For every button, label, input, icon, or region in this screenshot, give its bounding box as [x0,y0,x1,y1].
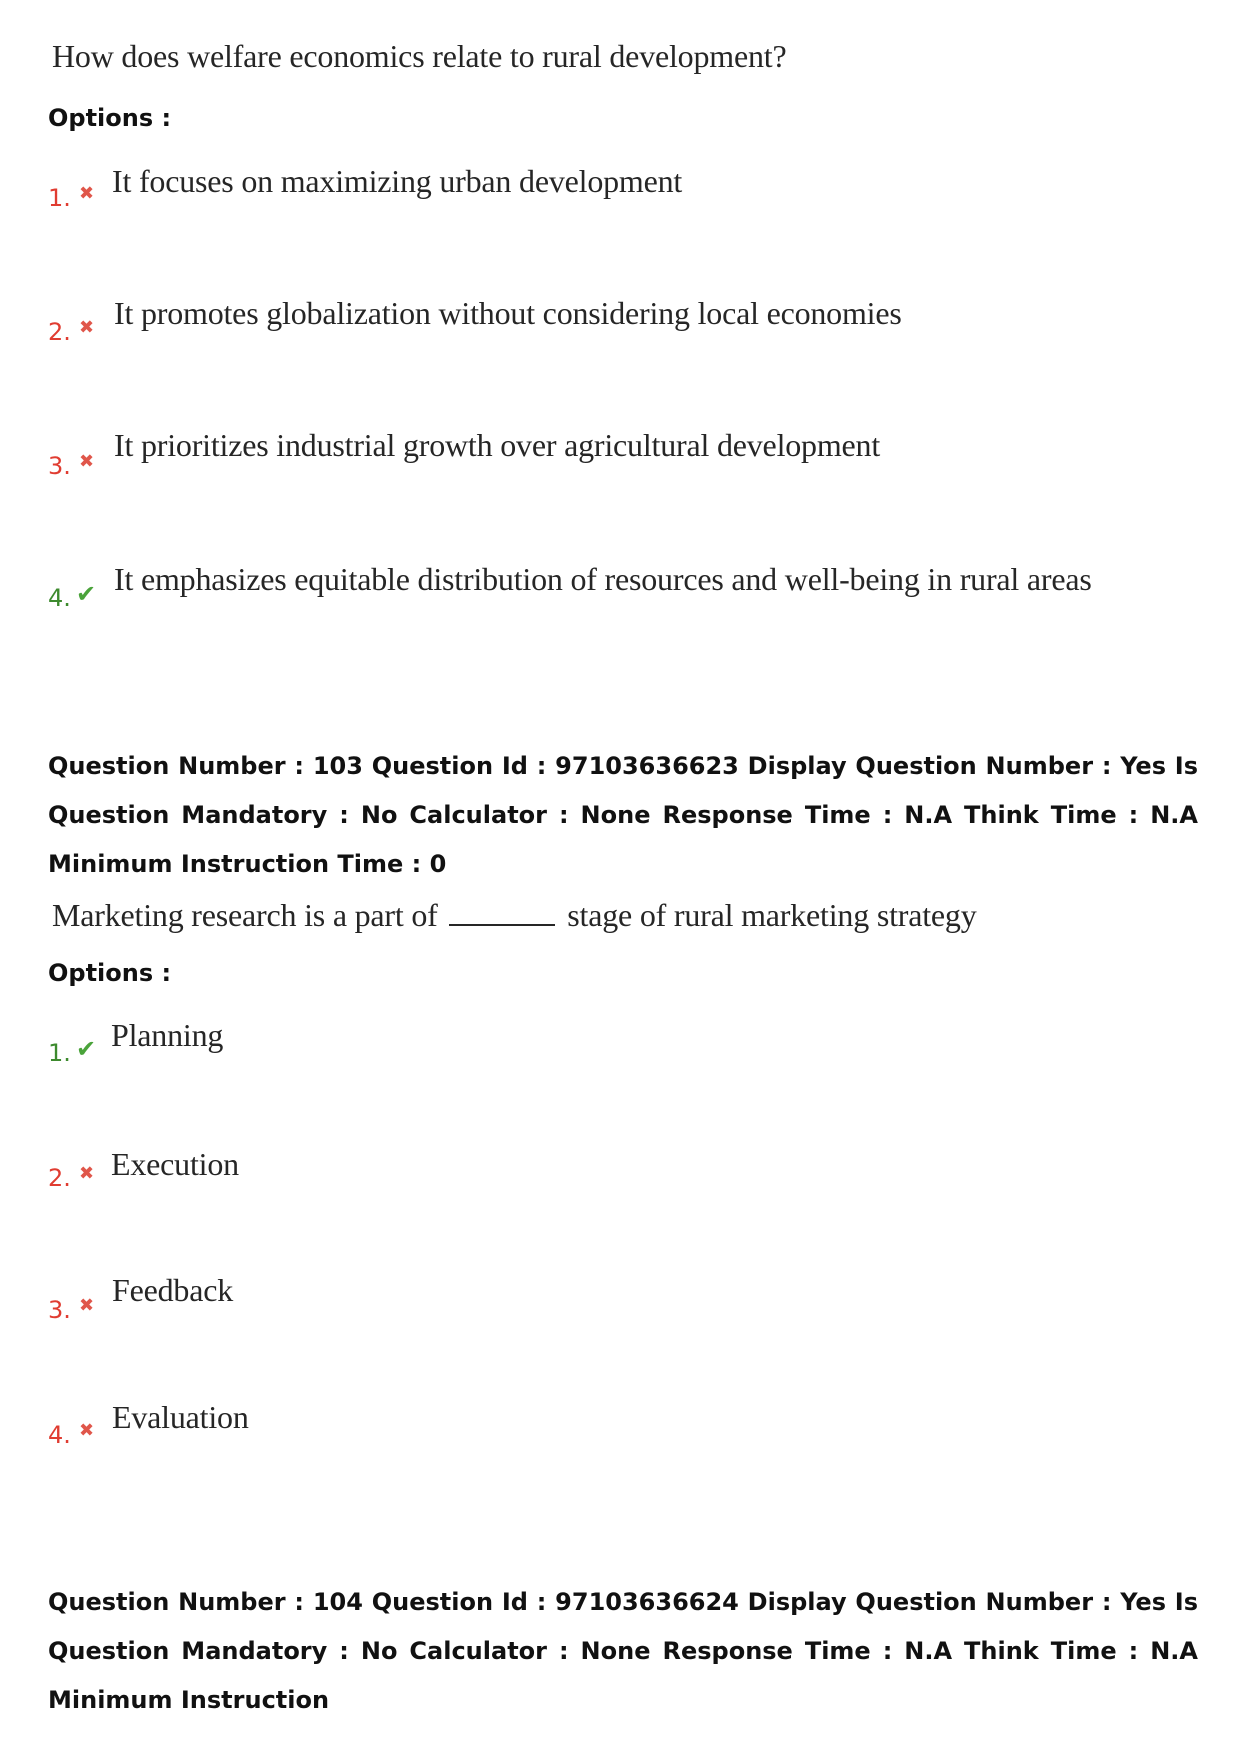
option-number: 4. [48,584,71,612]
question-102-options-label: Options : [48,104,172,132]
option-text: It promotes globalization without considering local economies [114,295,902,331]
cross-mark-icon: ✖ [79,317,95,338]
question-text-part-2: stage of rural marketing strategy [567,897,977,933]
option-text: Planning [111,1017,224,1053]
cross-mark-icon: ✖ [79,183,95,204]
option-number: 2. [48,318,71,346]
option-number: 1. [48,184,71,212]
question-text-part-1: Marketing research is a part of [52,897,438,933]
option-number: 3. [48,452,71,480]
cross-mark-icon: ✖ [79,1420,95,1441]
cross-mark-icon: ✖ [79,1295,95,1316]
option-text: It emphasizes equitable distribution of resources and well-being in rural areas [114,561,1092,597]
question-104-meta: Question Number : 104 Question Id : 97103636624 Display Question Number : Yes Is Question Mandatory : No Calculator : None Response Time : N.A Think Time : N.A Minimum Instruction [48,1588,1198,1714]
cross-mark-icon: ✖ [79,1163,95,1184]
option-number: 2. [48,1164,71,1192]
option-text: Evaluation [112,1399,249,1435]
option-number: 1. [48,1039,71,1067]
question-102-text: How does welfare economics relate to rural development? [52,38,787,74]
option-text: It focuses on maximizing urban development [112,163,683,199]
question-103-meta: Question Number : 103 Question Id : 97103636623 Display Question Number : Yes Is Question Mandatory : No Calculator : None Response Time : N.A Think Time : N.A Minimum Instruction Time : 0 [48,752,1198,878]
fill-in-blank [449,923,555,926]
question-103-options-label: Options : [48,959,172,987]
check-mark-icon: ✔ [76,1035,97,1063]
check-mark-icon: ✔ [76,580,97,608]
question-103-text [52,897,977,934]
option-text: It prioritizes industrial growth over agricultural development [114,427,881,463]
option-number: 3. [48,1296,71,1324]
option-number: 4. [48,1421,71,1449]
option-text: Feedback [112,1272,234,1308]
cross-mark-icon: ✖ [79,451,95,472]
option-text: Execution [111,1146,239,1182]
